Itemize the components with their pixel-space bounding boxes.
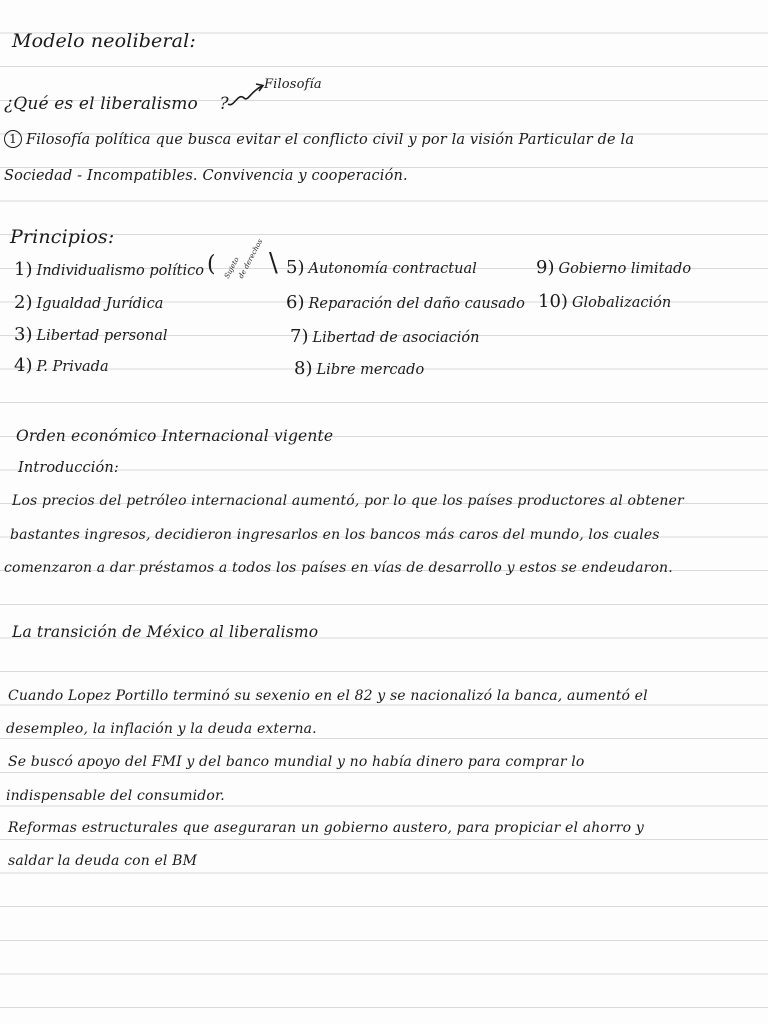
principle-item: 9) Gobierno limitado [536,257,692,278]
question-text: ¿Qué es el liberalismo [4,94,198,114]
side-note-line-1: Sujeto [223,255,241,280]
section-heading: Orden económico Internacional vigente [16,427,334,445]
principle-item: 10) Globalización [538,291,672,312]
paragraph-line: saldar la deuda con el BM [8,853,198,869]
paragraph-line: Reformas estructurales que aseguraran un gobierno austero, para propiciar el ahorro y [8,820,644,836]
principle-item: 6) Reparación del daño causado [286,292,525,313]
paragraph-line: Cuando Lopez Portillo terminó su sexenio en el 82 y se nacionalizó la banca, aumentó el [8,688,648,704]
answer-line-2: Sociedad - Incompatibles. Convivencia y cooperación. [4,168,408,184]
section-heading: La transición de México al liberalismo [12,623,319,641]
paragraph-line: desempleo, la inflación y la deuda externa. [6,721,317,737]
paragraph-line: comenzaron a dar préstamos a todos los países en vías de desarrollo y estos se endeudaron. [4,560,673,576]
number-one-marker: 1 [4,130,22,148]
paragraph-line: indispensable del consumidor. [6,788,225,804]
principle-item: 2) Igualdad Jurídica [14,292,164,313]
side-note-bar: \ [269,248,278,278]
page-title: Modelo neoliberal: [12,30,196,52]
principle-item: 1) Individualismo político [14,259,204,280]
curved-arrow-icon [224,78,268,110]
principle-item: 4) P. Privada [14,355,109,376]
principles-heading: Principios: [10,226,115,248]
section-subheading: Introducción: [18,460,119,476]
question-mark: ? [219,94,229,114]
question-line [4,94,768,114]
side-note-line-2: de derechos [237,237,265,280]
paragraph-line: Se buscó apoyo del FMI y del banco mundial y no había dinero para comprar lo [8,754,585,770]
principle-item: 7) Libertad de asociación [290,326,480,347]
side-note-open-paren: ( [207,252,216,277]
answer-line-1 [4,130,768,150]
principle-item: 5) Autonomía contractual [286,257,477,278]
paragraph-line: Los precios del petróleo internacional aumentó, por lo que los países productores al obtener [12,493,684,509]
principle-item: 8) Libre mercado [294,358,425,379]
principle-item: 3) Libertad personal [14,324,168,345]
answer-text-1: Filosofía política que busca evitar el conflicto civil y por la visión Particular de la [26,132,635,148]
paragraph-line: bastantes ingresos, decidieron ingresarlos en los bancos más caros del mundo, los cuales [10,527,660,543]
side-note [205,237,285,290]
arrow-label: Filosofía [264,77,322,92]
